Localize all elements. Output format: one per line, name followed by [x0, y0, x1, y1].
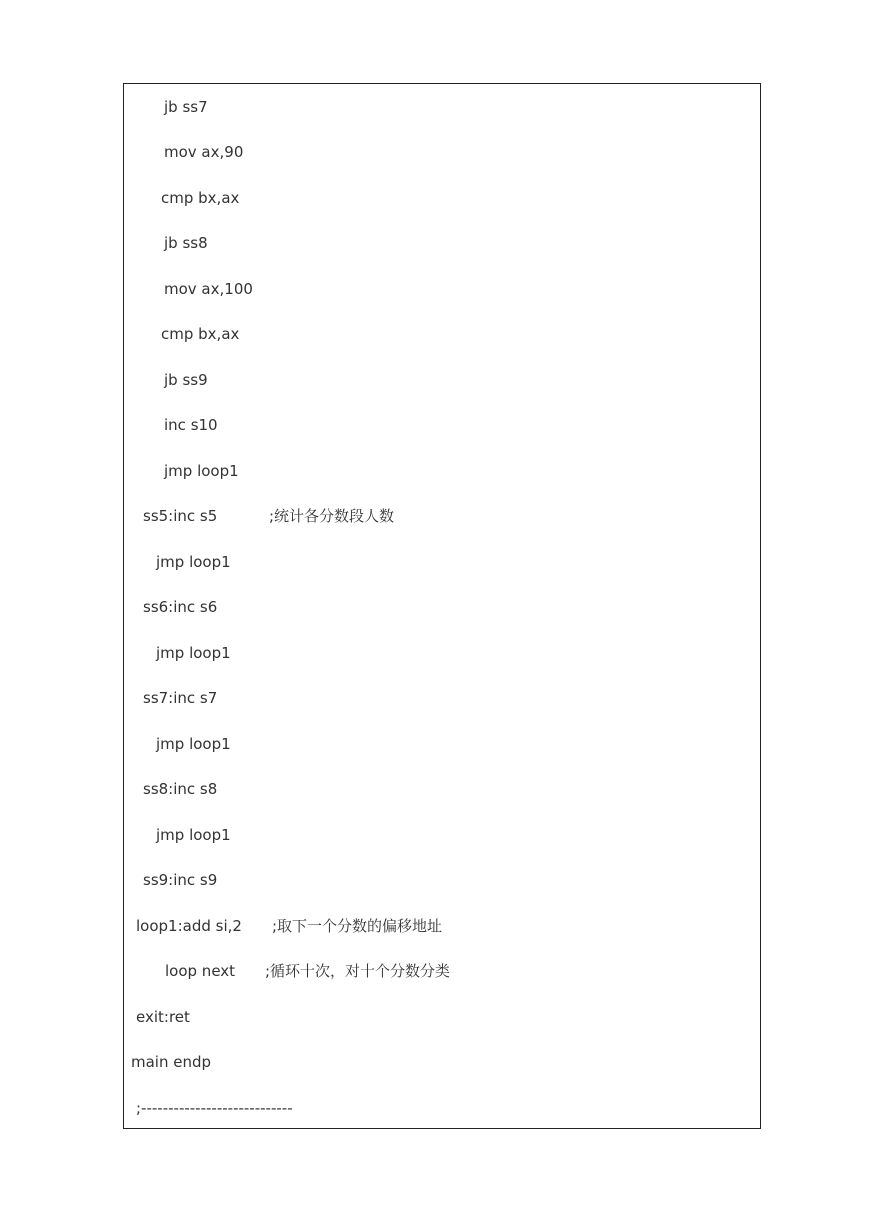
code-line: [124, 596, 754, 618]
code-text: ss5:inc s5: [143, 507, 218, 525]
code-line: [124, 141, 754, 163]
code-text: jb ss7: [164, 98, 208, 116]
code-line: [124, 96, 754, 118]
code-line: [124, 232, 754, 254]
code-text: mov ax,100: [164, 280, 253, 298]
code-text: jmp loop1: [156, 553, 231, 571]
code-text: ss7:inc s7: [143, 689, 218, 707]
code-text: exit:ret: [136, 1008, 190, 1026]
code-text: loop1:add si,2: [136, 917, 242, 935]
code-line: [124, 824, 754, 846]
code-line: [124, 733, 754, 755]
code-line: [124, 869, 754, 891]
code-line: [124, 505, 754, 527]
code-line: [124, 642, 754, 664]
code-line: [124, 687, 754, 709]
code-text: cmp bx,ax: [161, 325, 240, 343]
code-line: [124, 778, 754, 800]
code-comment: ;统计各分数段人数: [269, 507, 395, 525]
code-block-frame: [123, 83, 761, 1129]
code-text: inc s10: [164, 416, 218, 434]
code-line: [124, 915, 754, 937]
code-text: jmp loop1: [156, 644, 231, 662]
code-line: [124, 460, 754, 482]
code-text: jb ss8: [164, 234, 208, 252]
code-text: mov ax,90: [164, 143, 244, 161]
code-text: ss9:inc s9: [143, 871, 218, 889]
code-line: [124, 187, 754, 209]
code-line: [124, 414, 754, 436]
code-text: jb ss9: [164, 371, 208, 389]
code-comment: ;取下一个分数的偏移地址: [272, 917, 443, 935]
code-line: [124, 551, 754, 573]
code-text: jmp loop1: [156, 826, 231, 844]
code-text: cmp bx,ax: [161, 189, 240, 207]
code-line: [124, 1097, 754, 1119]
code-text: jmp loop1: [156, 735, 231, 753]
code-line: [124, 278, 754, 300]
code-line: [124, 1006, 754, 1028]
code-text: ;----------------------------: [136, 1099, 293, 1117]
code-line: [124, 323, 754, 345]
code-line: [124, 1051, 754, 1073]
code-text: main endp: [131, 1053, 212, 1071]
code-comment: ;循环十次，对十个分数分类: [265, 962, 451, 980]
code-line: [124, 960, 754, 982]
code-text: jmp loop1: [164, 462, 239, 480]
code-line: [124, 369, 754, 391]
code-text: loop next: [165, 962, 236, 980]
code-text: ss8:inc s8: [143, 780, 218, 798]
code-text: ss6:inc s6: [143, 598, 218, 616]
